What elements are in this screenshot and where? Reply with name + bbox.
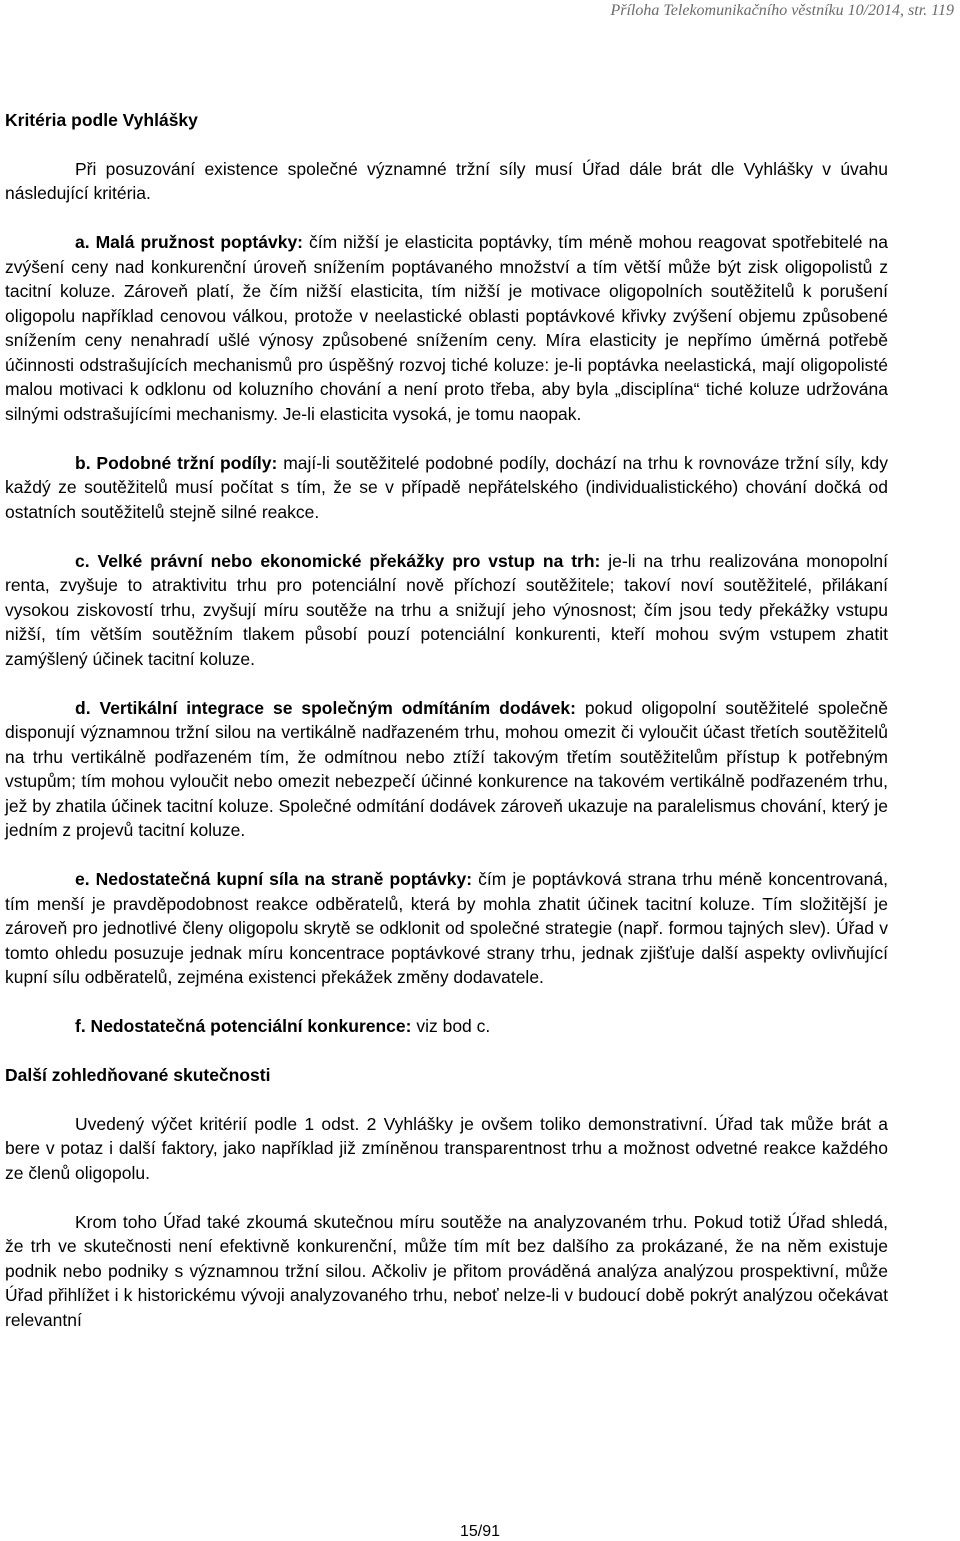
criterion-a-title: a. Malá pružnost poptávky: (75, 232, 303, 252)
criterion-e-text: čím je poptávková strana trhu méně koncentrovaná, tím menší je pravděpodobnost reakce odběratelů, která by mohla zhatit účinek tacitní koluze. Tím složitější je zároveň pro jednotlivé členy oligopolu skrytě se odklonit od společné strategie (např. formou tajných slev). Úřad v tomto ohledu posuzuje jednak míru koncentrace poptávkové strany trhu, jednak zjišťuje další aspekty ovlivňující kupní sílu odběratelů, zejména existenci překážek změny dodavatele. (5, 869, 888, 987)
intro-paragraph: Při posuzování existence společné významné tržní síly musí Úřad dále brát dle Vyhlášky v úvahu následující kritéria. (5, 158, 888, 203)
criterion-d-text: pokud oligopolní soutěžitelé společně disponují významnou tržní silou na vertikálně nadřazeném trhu, mohou omezit či vyloučit účast třetích soutěžitelů na trhu vertikálně podřazeném tím, že odmítnou nebo ztíží takovým třetím soutěžitelům přístup k potřebným vstupům; tím mohou vyloučit nebo omezit nebezpečí účinné konkurence na takovém vertikálně podřazeném trhu, jež by zhatila účinek tacitní koluze. Společné odmítání dodávek zároveň ukazuje na paralelismus chování, který je jedním z projevů tacitní koluze. (5, 697, 889, 840)
section-heading-other-facts: Další zohledňované skutečnosti (5, 1065, 271, 1085)
other-facts-paragraph-1: Uvedený výčet kritérií podle 1 odst. 2 Vyhlášky je ovšem toliko demonstrativní. Úřad tak může brát a bere v potaz i další faktory, jako například již zmíněnou transparentnost trhu a možnost odvetné reakce každého ze členů oligopolu. (5, 1113, 888, 1183)
criterion-b (5, 451, 888, 525)
criterion-a (5, 230, 888, 426)
criterion-c-text: je-li na trhu realizována monopolní renta, zvyšuje to atraktivitu trhu pro potenciální nově příchozí soutěžitele; takoví noví soutěžitelé, přilákaní vysokou ziskovostí trhu, zvyšují míru soutěže na trhu a snižují jeho výnosnost; čím jsou tedy překážky vstupu nižší, tím větším soutěžním tlakem působí pouzí potenciální konkurenti, kteří mohou svým vstupem zhatit zamýšlený účinek tacitní koluze. (5, 550, 888, 669)
criterion-c (5, 549, 888, 672)
criterion-f-title: f. Nedostatečná potenciální konkurence: (75, 1016, 412, 1036)
page-number: 15/91 (459, 1523, 501, 1540)
criterion-c-title: c. Velké právní nebo ekonomické překážky pro vstup na trh: (75, 550, 601, 571)
criterion-f-text: viz bod c. (411, 1016, 491, 1036)
criterion-d-title: d. Vertikální integrace se společným odmítáním dodávek: (75, 697, 576, 718)
other-facts-paragraph-2: Krom toho Úřad také zkoumá skutečnou míru soutěže na analyzovaném trhu. Pokud totiž Úřad shledá, že trh ve skutečnosti není efektivně konkurenční, může tím mít bez dalšího za prokázané, že na něm existuje podnik nebo podniky s významnou tržní silou. Ačkoliv je přitom prováděná analýza analýzou prospektivní, může Úřad přihlížet i k historickému vývoji analyzovaného trhu, neboť nelze-li v budoucí době pokrýt analýzou očekávat relevantní (5, 1211, 888, 1330)
criterion-b-text: mají-li soutěžitelé podobné podíly, dochází na trhu k rovnováze tržní síly, kdy každý ze soutěžitelů musí počítat s tím, že se v případě nepřátelského (individualistického) chování dočká od ostatních soutěžitelů stejně silné reakce. (5, 452, 888, 522)
section-heading-criteria: Kritéria podle Vyhlášky (5, 110, 198, 130)
criterion-e (5, 867, 888, 990)
criterion-b-title: b. Podobné tržní podíly: (75, 452, 278, 473)
document-body (5, 108, 888, 1332)
criterion-d (5, 696, 888, 843)
criterion-e-title: e. Nedostatečná kupní síla na straně poptávky: (75, 869, 473, 889)
criterion-f (5, 1014, 888, 1039)
criterion-a-text: čím nižší je elasticita poptávky, tím méně mohou reagovat spotřebitelé na zvýšení ceny nad konkurenční úroveň snížením poptávaného množství a tím větší může být zisk oligopolistů z tacitní koluze. Zároveň platí, že čím nižší elasticita, tím nižší je motivace oligopolních soutěžitelů k porušení oligopolu například cenovou válkou, protože v neelastické oblasti poptávkové křivky zvýšení objemu způsobené snížením ceny nenahradí ušlé výnosy způsobené snížením ceny. Míra elasticity je nepřímo úměrná potřebě účinnosti odstrašujících mechanismů pro úspěšný rozvoj tiché koluze: je-li poptávka neelastická, mají oligopolisté malou motivaci k odklonu od koluzního chování a není proto třeba, aby byla „disciplína“ tiché koluze udržována silnými odstrašujícími mechanismy. Je-li elasticita vysoká, je tomu naopak. (5, 232, 888, 424)
running-header: Příloha Telekomunikačního věstníku 10/2014, str. 119 (610, 2, 954, 19)
